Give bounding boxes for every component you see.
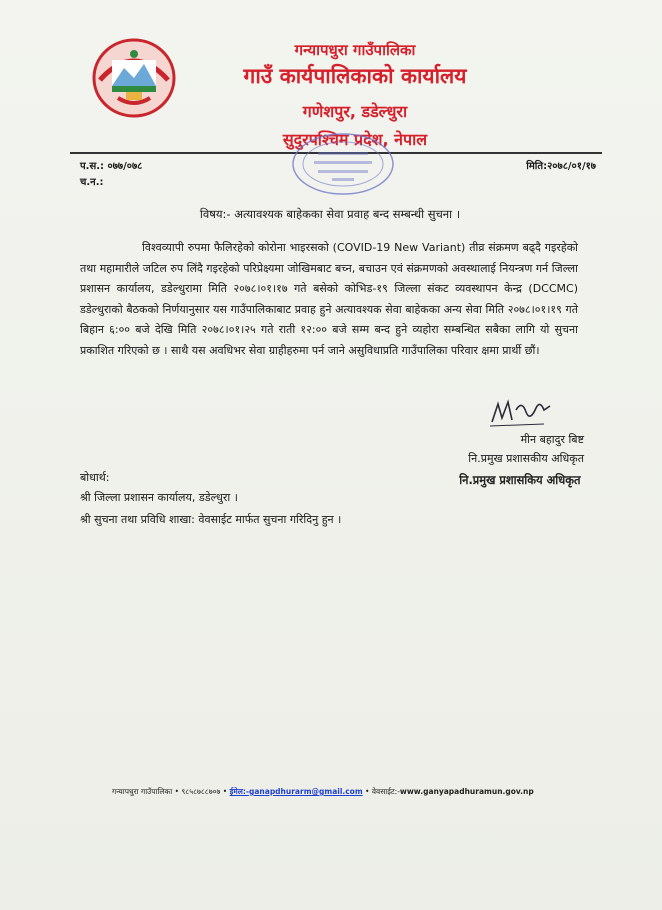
footer-org: गन्यापधुरा गाउँपालिका [112, 787, 173, 796]
footer-website-link[interactable]: www.ganyapadhuramun.gov.np [399, 787, 534, 796]
office-seal-stamp [288, 128, 398, 198]
reference-number: प.स.: ०७७/०७८ [80, 161, 143, 172]
footer-separator: • [365, 787, 372, 796]
letter-footer [112, 787, 572, 797]
footer-phone: ९८५८७८८७०७ [181, 787, 221, 796]
province-country: सुदुरपश्चिम प्रदेश, नेपाल [282, 130, 428, 149]
office-location: गणेशपुर, डडेल्धुरा [302, 102, 408, 121]
office-name: गाउँ कार्यपालिकाको कार्यालय [243, 64, 467, 88]
nepal-emblem-icon [88, 34, 180, 120]
footer-email-link[interactable]: ganapdhurarm@gmail.com [248, 787, 363, 796]
footer-email-label: ईमेल:- [229, 787, 249, 796]
letter-subject: विषय:- अत्यावश्यक बाहेकका सेवा प्रवाह बन्द सम्बन्धी सुचना । [199, 207, 461, 221]
footer-separator: • [174, 787, 182, 796]
footer-website-label: वेवसाईट:- [371, 787, 400, 796]
cc-label: बोधार्थ: [80, 471, 110, 484]
handwritten-signature [486, 396, 556, 432]
municipality-name: गन्यापधुरा गाउँपालिका [294, 41, 416, 59]
letter-date: मिति:२०७८/०१/१७ [526, 161, 596, 172]
dispatch-number: च.न.: [80, 177, 104, 188]
cc-item: श्री जिल्ला प्रशासन कार्यालय, डडेल्धुरा । [80, 491, 238, 504]
footer-separator: • [222, 787, 230, 796]
cc-item: श्री सुचना तथा प्रविधि शाखा: वेवसाईट मार्फत सुचना गरिदिनु हुन । [80, 513, 342, 526]
signatory-title-stamp: नि.प्रमुख प्रशासकिय अधिकृत [459, 473, 581, 487]
signatory-name: मीन बहादुर बिष्ट [520, 433, 584, 446]
body-paragraph: विश्वव्यापी रुपमा फैलिरहेको कोरोना भाइरसको (COVID-19 New Variant) तीव्र संक्रमण बढ्दै गइरहेको तथा महामारीले जटिल रुप लिंदै गइरहेको परिप्रेक्ष्यमा जोखिमबाट बच्न, बचाउन एवं संक्रमणको अवस्थालाई नियन्त्रण गर्न जिल्ला प्रशासन कार्यालय, डडेल्धुरामा मिति २०७८।०१।१७ गते बसेको कोभिड-१९ जिल्ला संकट व्यवस्थापन केन्द्र (DCCMC) डडेल्धुराको बैठकको निर्णयानुसार यस गाउँपालिकाबाट प्रवाह हुने अत्यावश्यक सेवा बाहेकका अन्य सेवा मिति २०७८।०१।१९ गते बिहान ६:०० बजे देखि मिति २०७८।०१।२५ गते राती १२:०० बजे सम्म बन्द हुने व्यहोरा सम्बन्धित सबैका लागि यो सुचना प्रकाशित गरिएको छ । साथै यस अवधिभर सेवा ग्राहीहरुमा पर्न जाने असुविधाप्रति गाउँपालिका परिवार क्षमा प्रार्थी छौं। [80, 241, 578, 357]
signatory-title: नि.प्रमुख प्रशासकीय अधिकृत [468, 452, 584, 465]
letter-body [80, 238, 578, 362]
